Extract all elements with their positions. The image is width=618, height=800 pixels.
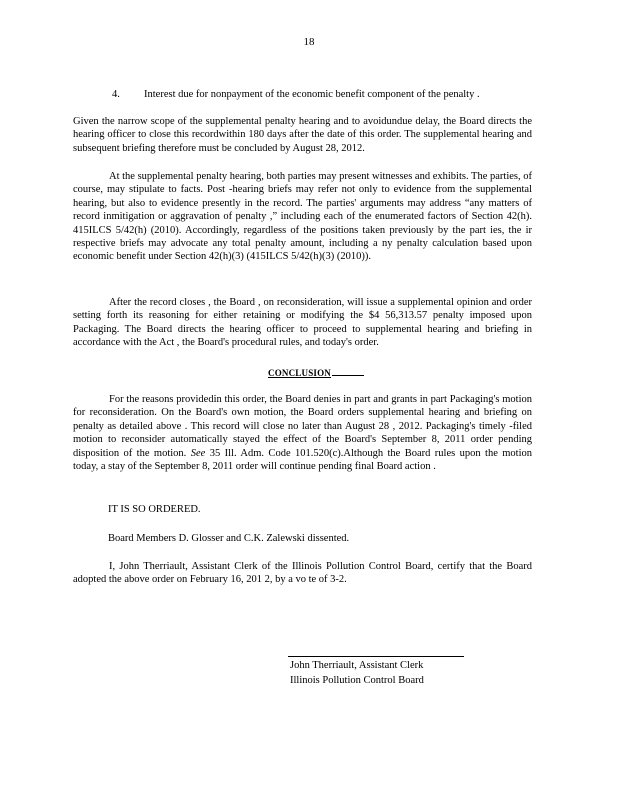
certification-text: I, John Therriault, Assistant Clerk of the Illinois Pollution Control Board, certify that the Board adopted the above order on February 16, 201 2, by a vo te of 3-2. (73, 561, 532, 586)
list-item-text: Interest due for nonpayment of the economic benefit component of the penalty . (144, 89, 480, 100)
signature-name: John Therriault, Assistant Clerk (290, 660, 424, 671)
signature-organization: Illinois Pollution Control Board (290, 675, 424, 686)
signature-line (288, 656, 464, 657)
so-ordered: IT IS SO ORDERED. (108, 504, 201, 515)
citation-signal: See (190, 447, 206, 459)
paragraph-hearing-text: At the supplemental penalty hearing, both parties may present witnesses and exhibits. The parties, of course, may stipulate to facts. Post -hearing briefs may refer not only to evidence from the supplemental hearing, but also to evidence presently in the record. The parties' arguments may address “any matters of record inmitigation or aggravation of penalty ,” including each of the enumerated factors of Section 42(h). 415ILCS 5/42(h) (2010). Accordingly, regardless of the positions taken previously by the part ies, the ir respective briefs may advocate any total penalty amount, including a ny penalty calculation based upon economic benefit under Section 42(h)(3) (415ILCS 5/42(h)(3) (2010)). (73, 171, 532, 263)
list-item-number: 4. (112, 89, 120, 100)
page-number: 18 (303, 36, 315, 48)
dissent-statement: Board Members D. Glosser and C.K. Zalewski dissented. (108, 533, 350, 544)
list-item-4 (112, 89, 480, 100)
paragraph-conclusion-text-a: For the reasons providedin this order, the Board denies in part and grants in part Packaging's motion for reconsideration. On the Board's own motion, the Board orders supplemental hearing and briefing on penalty as detailed above . This record will close no later than August 28 , 2012. Packaging's timely -filed motion to reconsider automatically stayed the effect of the Board's September 8, 2011 order pending disposition of the motion. (73, 394, 532, 459)
certification-paragraph (73, 560, 532, 587)
conclusion-heading: CONCLUSION (268, 368, 364, 378)
paragraph-record-closes (73, 296, 532, 350)
paragraph-hearing (73, 170, 532, 264)
paragraph-record-closes-text: After the record closes , the Board , on reconsideration, will issue a supplemental opinion and order setting forth its reasoning for either retaining or modifying the $4 56,313.57 penalty imposed upon Packaging. The Board directs the hearing officer to proceed to supplemental hearing and briefing in accordance with the Act , the Board's procedural rules, and today's order. (73, 297, 532, 349)
paragraph-conclusion (73, 393, 532, 473)
paragraph-conclusion-text-b: 35 Ill. Adm. Code 101.520(c).Although the Board rules upon the motion today, a stay of the September 8, 2011 order will continue pending final Board action . (73, 447, 533, 473)
paragraph-scope: Given the narrow scope of the supplemental penalty hearing and to avoidundue delay, the Board directs the hearing officer to close this recordwithin 180 days after the date of this order. The supplemental hearing and subsequent briefing therefore must be concluded by August 28, 2012. (73, 116, 532, 154)
